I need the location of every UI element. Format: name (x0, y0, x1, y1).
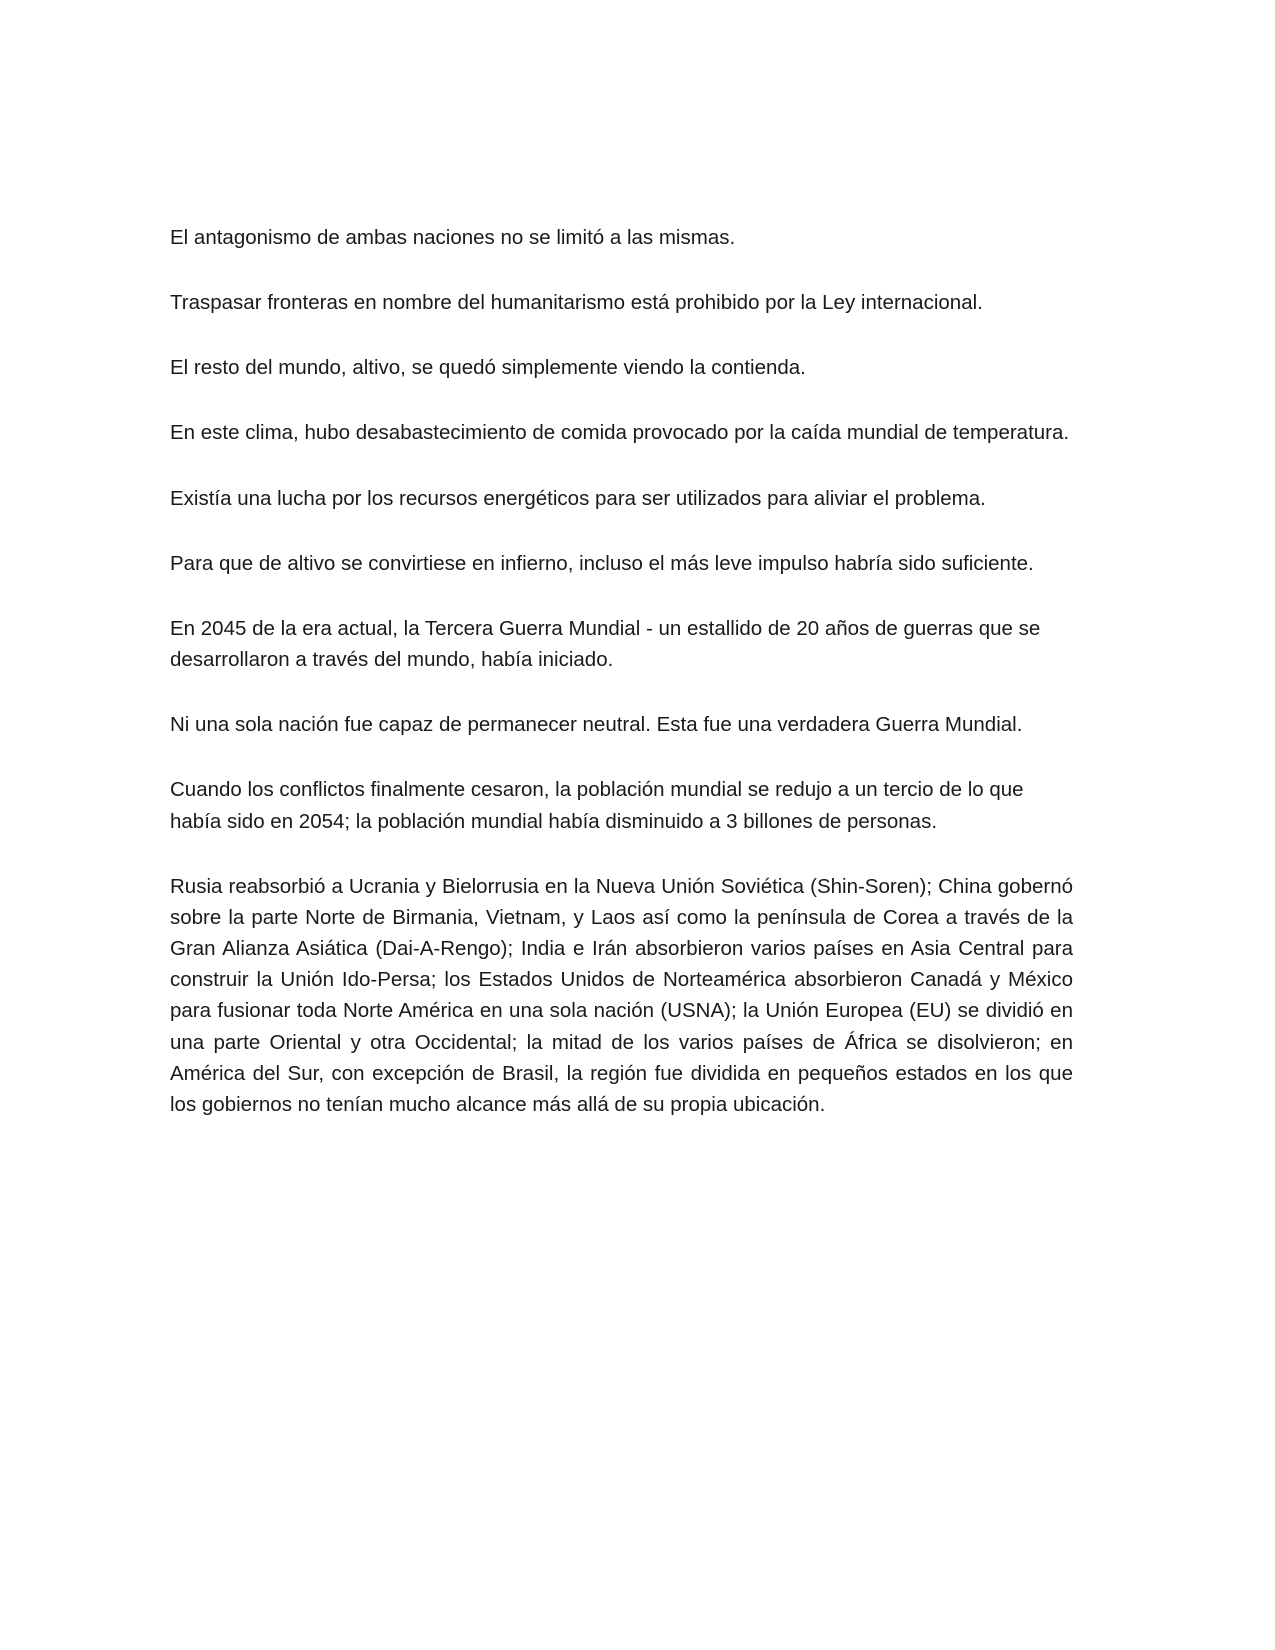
paragraph-7: En 2045 de la era actual, la Tercera Guerra Mundial - un estallido de 20 años de guerras que se desarrollaron a través del mundo, había iniciado. (170, 616, 1041, 672)
paragraph-4: En este clima, hubo desabastecimiento de comida provocado por la caída mundial de temperatura. (170, 421, 1070, 445)
paragraph-5: Existía una lucha por los recursos energéticos para ser utilizados para aliviar el problema. (170, 486, 986, 510)
paragraph-9: Cuando los conflictos finalmente cesaron, la población mundial se redujo a un tercio de lo que había sido en 2054; la población mundial había disminuido a 3 billones de personas. (170, 778, 1024, 833)
paragraph-8: Ni una sola nación fue capaz de permanecer neutral. Esta fue una verdadera Guerra Mundial. (170, 713, 1023, 737)
paragraph-1: El antagonismo de ambas naciones no se limitó a las mismas. (170, 226, 736, 249)
paragraph-2: Traspasar fronteras en nombre del humanitarismo está prohibido por la Ley internacional. (170, 291, 983, 315)
paragraph-3: El resto del mundo, altivo, se quedó simplemente viendo la contienda. (170, 356, 806, 380)
paragraph-6: Para que de altivo se convirtiese en infierno, incluso el más leve impulso habría sido suficiente. (170, 551, 1034, 575)
document-text-body (170, 222, 1073, 1120)
paragraph-10: Rusia reabsorbió a Ucrania y Bielorrusia en la Nueva Unión Soviética (Shin-Soren); China gobernó sobre la parte Norte de Birmania, Vietnam, y Laos así como la península de Corea a través de la Gran Alianza Asiática (Dai-A-Rengo); India e Irán absorbieron varios países en Asia Central para construir la Unión Ido-Persa; los Estados Unidos de Norteamérica absorbieron Canadá y México para fusionar toda Norte América en una sola nación (USNA); la Unión Europea (EU) se dividió en una parte Oriental y otra Occidental; la mitad de los varios países de África se disolvieron; en América del Sur, con excepción de Brasil, la región fue dividida en pequeños estados en los que los gobiernos no tenían mucho alcance más allá de su propia ubicación. (170, 874, 1073, 1116)
